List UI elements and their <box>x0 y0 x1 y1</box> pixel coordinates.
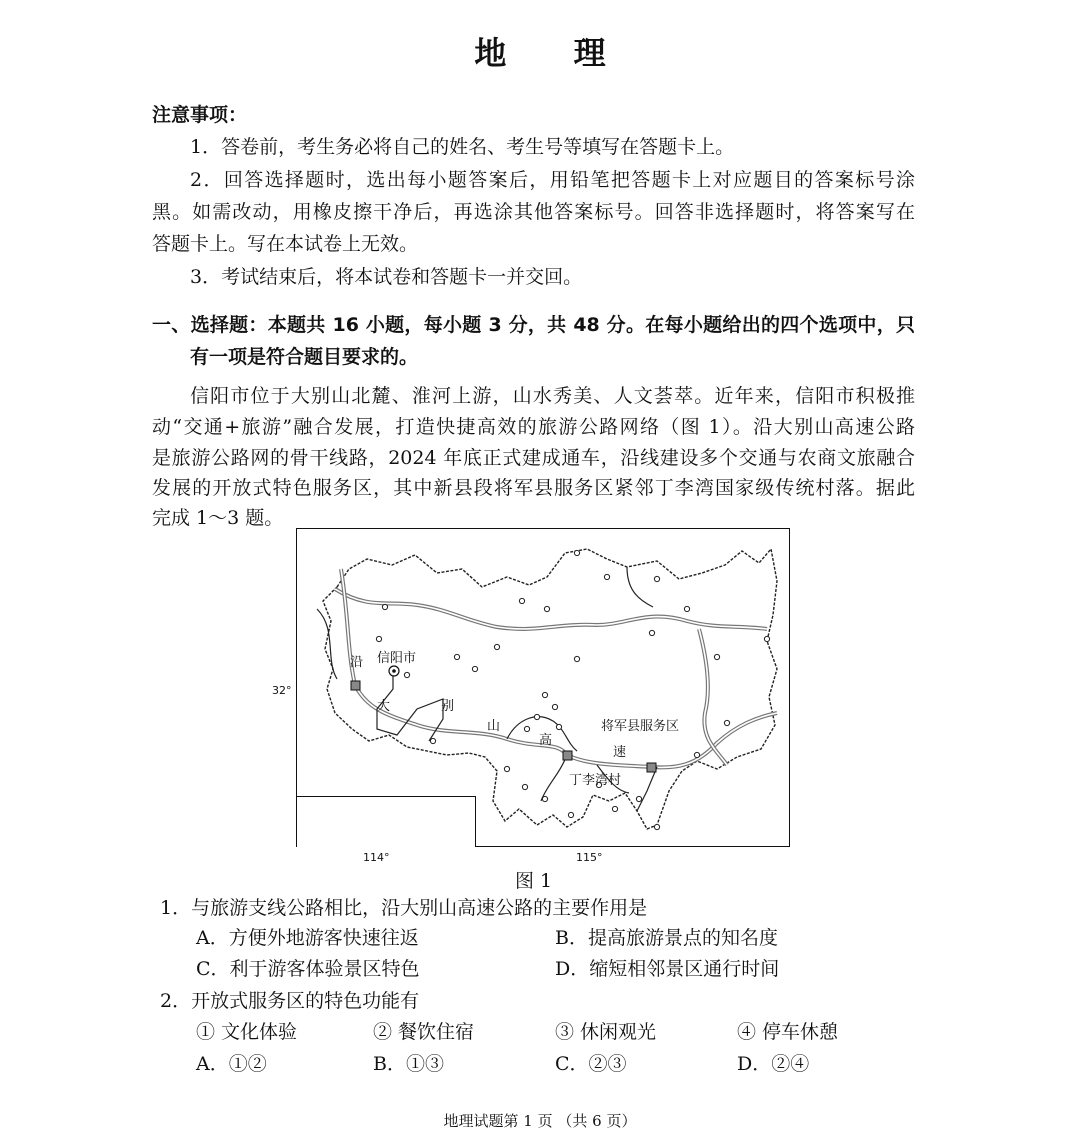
scenic-spot <box>604 574 609 579</box>
q1-option-c: C．利于游客体验景区特色 <box>196 958 420 980</box>
main-line-expressway-core <box>341 569 777 767</box>
scenic-spot <box>574 656 579 661</box>
city-symbol-center <box>392 669 396 673</box>
label-xinyang-city: 信阳市 <box>377 651 417 666</box>
notes-item-1: 1．答卷前，考生务必将自己的姓名、考生号等填写在答题卡上。 <box>190 136 735 158</box>
q1-option-b: B．提高旅游景点的知名度 <box>555 927 778 949</box>
scenic-spot <box>764 636 769 641</box>
page-footer: 地理试题第 1 页 （共 6 页） <box>443 1112 637 1130</box>
q2-option-d: D．②④ <box>737 1053 810 1075</box>
q2-option-c: C．②③ <box>555 1053 627 1075</box>
main-line-expressway <box>341 569 777 767</box>
q2-item-1: ① 文化体验 <box>196 1021 298 1043</box>
page-title: 地 理 <box>474 34 634 72</box>
scenic-spot <box>654 576 659 581</box>
scenic-spot <box>649 630 654 635</box>
scenic-spot <box>574 550 579 555</box>
q2-stem: 2．开放式服务区的特色功能有 <box>160 990 420 1012</box>
q1-stem: 1．与旅游支线公路相比，沿大别山高速公路的主要作用是 <box>160 897 648 919</box>
q1-option-d: D．缩短相邻景区通行时间 <box>555 958 780 980</box>
scenic-spot <box>568 812 573 817</box>
notes-item-3: 3．考试结束后，将本试卷和答题卡一并交回。 <box>190 266 583 288</box>
q2-option-b: B．①③ <box>373 1053 444 1075</box>
passage-line-4: 发展的开放式特色服务区，其中新县段将军县服务区紧邻丁李湾国家级传统村落。据此 <box>152 477 915 499</box>
passage-line-3: 是旅游公路网的骨干线路，2024 年底正式建成通车，沿线建设多个交通与农商文旅融合 <box>152 447 915 469</box>
scenic-spot <box>534 714 539 719</box>
notes-item-2-line-3: 答题卡上。写在本试卷上无效。 <box>152 233 419 255</box>
q1-option-a: A．方便外地游客快速往返 <box>196 927 419 949</box>
axis-lon-115: 115° <box>576 851 603 864</box>
scenic-spot <box>684 606 689 611</box>
main-line-north <box>335 589 767 629</box>
passage-line-2: 动“交通+旅游”融合发展，打造快捷高效的旅游公路网络（图 1）。沿大别山高速公路 <box>152 416 915 438</box>
scenic-spot <box>404 672 409 677</box>
scenic-spot <box>542 796 547 801</box>
notes-item-2-line-2: 黑。如需改动，用橡皮擦干净后，再选涂其他答案标号。回答非选择题时，将答案写在 <box>152 201 915 223</box>
section-heading-line-1: 一、选择题：本题共 16 小题，每小题 3 分，共 48 分。在每小题给出的四个选项中，只 <box>152 314 915 336</box>
passage-line-1: 信阳市位于大别山北麓、淮河上游，山水秀美、人文荟萃。近年来，信阳市积极推 <box>190 385 915 407</box>
figure-caption: 图 1 <box>515 870 553 892</box>
scenic-spot <box>612 806 617 811</box>
scenic-spot <box>544 606 549 611</box>
scenic-spot <box>542 692 547 697</box>
notes-heading: 注意事项： <box>152 104 248 126</box>
scenic-spot <box>382 604 387 609</box>
scenic-spot <box>724 720 729 725</box>
scenic-spot <box>430 738 435 743</box>
scenic-spot <box>522 784 527 789</box>
service-area-3 <box>647 763 656 772</box>
scenic-spot <box>654 824 659 829</box>
q2-item-2: ② 餐饮住宿 <box>373 1021 475 1043</box>
scenic-spot <box>454 654 459 659</box>
label-village: 丁李湾村 <box>569 773 622 788</box>
scenic-spot <box>376 636 381 641</box>
label-road-char-5: 高 <box>539 733 553 748</box>
label-service-area: 将军县服务区 <box>601 719 680 734</box>
label-road-char-2: 大 <box>377 699 391 714</box>
axis-lat-32: 32° <box>272 684 292 697</box>
scenic-spot <box>519 598 524 603</box>
axis-lon-114: 114° <box>363 851 390 864</box>
scenic-spot <box>636 796 641 801</box>
scenic-spot <box>552 704 557 709</box>
legend-frame <box>297 796 476 847</box>
service-area-1 <box>351 681 360 690</box>
label-road-char-3: 别 <box>441 699 455 714</box>
scenic-spot <box>504 766 509 771</box>
label-road-char-1: 沿 <box>350 655 364 670</box>
scenic-spot <box>694 752 699 757</box>
service-area-2 <box>563 751 572 760</box>
section-heading-line-2: 有一项是符合题目要求的。 <box>190 346 419 368</box>
q2-item-4: ④ 停车休憩 <box>737 1021 839 1043</box>
q2-option-a: A．①② <box>196 1053 267 1075</box>
q2-item-3: ③ 休闲观光 <box>555 1021 657 1043</box>
scenic-spot <box>714 654 719 659</box>
scenic-spot <box>494 644 499 649</box>
passage-line-5: 完成 1～3 题。 <box>152 507 284 529</box>
label-road-char-4: 山 <box>487 719 501 734</box>
scenic-spot <box>472 666 477 671</box>
scenic-spot <box>556 724 561 729</box>
notes-item-2-line-1: 2．回答选择题时，选出每小题答案后，用铅笔把答题卡上对应题目的答案标号涂 <box>190 169 915 191</box>
label-road-char-6: 速 <box>613 745 627 760</box>
scenic-spot <box>524 726 529 731</box>
